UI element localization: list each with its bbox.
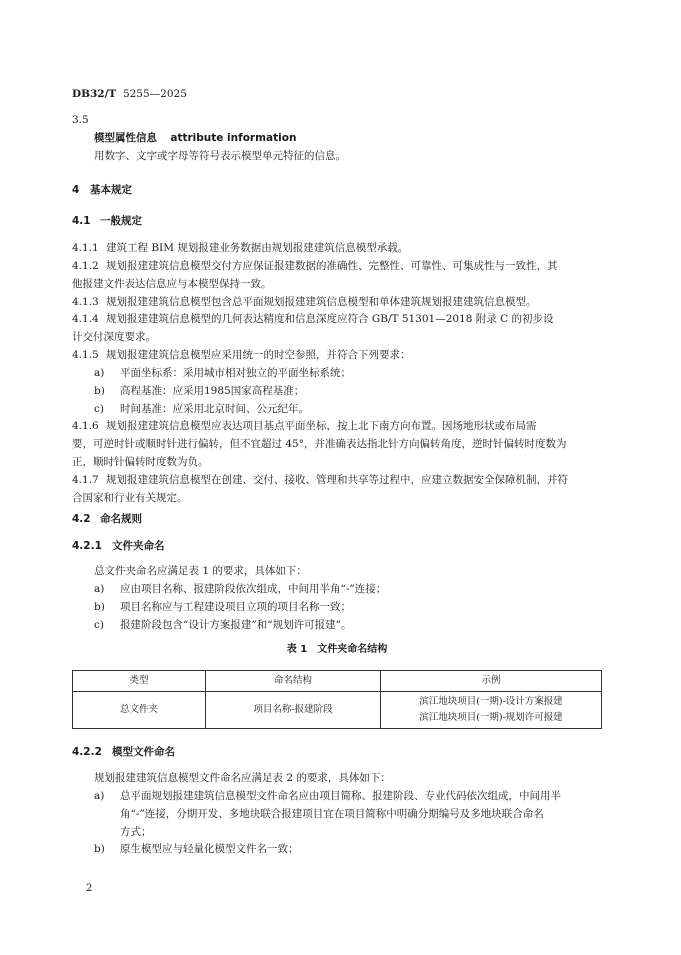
section-4-2-heading (72, 511, 602, 529)
clause-text: 规划报建建筑信息模型应采用统一的时空参照，并符合下列要求： (106, 349, 411, 362)
body-4-2-1 (72, 563, 602, 634)
section-4-2-2-heading (72, 744, 602, 762)
doc-number: 5255—2025 (122, 88, 187, 100)
section-4-1-heading (72, 213, 602, 231)
clause-number: 4.1.2 (72, 259, 99, 272)
clause-text-cont: 正，顺时针偏转时度数为负。 (72, 456, 209, 469)
clause-4-1-7 (72, 472, 602, 508)
clause-4-1-5 (72, 347, 602, 365)
table-cell-example (381, 692, 602, 729)
list-mark: a) (94, 789, 105, 802)
list-text: 时间基准：应采用北京时间、公元纪年。 (120, 402, 309, 415)
clause-number: 4.1.5 (72, 349, 99, 362)
section-4-heading (72, 182, 602, 200)
clauses-4-1 (72, 240, 602, 508)
list-text: 原生模型应与轻量化模型文件名一致； (120, 843, 299, 856)
list-item (72, 599, 602, 617)
term-line (72, 130, 602, 148)
list-text-cont: 角“-”连接，分期开发、多地块联合报建项目宜在项目简称中明确分期编号及多地块联合命名 (120, 807, 544, 820)
section-title: 文件夹命名 (112, 540, 165, 552)
section-number: 4 (72, 184, 80, 196)
clause-text: 建筑工程 BIM 规划报建业务数据由规划报建建筑信息模型承载。 (106, 242, 409, 254)
table-cell: 项目名称-报建阶段 (206, 692, 381, 729)
clause-number: 4.1.4 (72, 313, 99, 326)
list-mark: a) (94, 582, 105, 595)
clause-number: 4.1.6 (72, 420, 99, 433)
clause-number: 4.1.1 (72, 242, 99, 254)
list-text-cont: 方式； (120, 825, 152, 838)
list-item (72, 841, 602, 859)
list-item (72, 383, 602, 401)
clause-text-cont: 计交付深度要求。 (72, 331, 156, 344)
list-item (72, 581, 602, 599)
section-number: 4.2.2 (72, 746, 102, 758)
example-text: 滨江地块项目(一期)-规划许可报建 (419, 712, 563, 724)
table-header: 示例 (381, 671, 602, 692)
section-number: 4.1 (72, 215, 91, 227)
section-title: 一般规定 (100, 215, 142, 227)
list-text: 报建阶段包含“设计方案报建”和“规划许可报建”。 (120, 618, 352, 631)
clause-text: 规划报建建筑信息模型的几何表达精度和信息深度应符合 GB/T 51301—2018 附录 C 的初步设 (106, 313, 554, 326)
table-cell: 总文件夹 (73, 692, 206, 729)
list-item (72, 401, 602, 419)
list-mark: b) (94, 600, 105, 613)
list-text: 平面坐标系：采用城市相对独立的平面坐标系统； (120, 366, 351, 379)
list-mark: c) (94, 618, 104, 631)
clause-text-cont: 要，可逆时针或顺时针进行偏转，但不宜超过 45°，并准确表达指北针方向偏转角度，逆时针偏转时度数为 (72, 438, 567, 451)
clause-4-1-4 (72, 311, 602, 347)
section-title: 命名规则 (100, 513, 142, 525)
paragraph: 总文件夹命名应满足表 1 的要求，具体如下： (94, 565, 307, 577)
list-text: 总平面规划报建建筑信息模型文件命名应由项目简称、报建阶段、专业代码依次组成，中间用半 (120, 789, 561, 802)
list-text: 高程基准：应采用1985国家高程基准； (120, 384, 305, 397)
list-mark: c) (94, 402, 104, 415)
section-number: 4.2.1 (72, 540, 102, 552)
section-4-2-1-heading (72, 538, 602, 556)
list-text: 项目名称应与工程建设项目立项的项目名称一致； (120, 600, 351, 613)
list-text: 应由项目名称、报建阶段依次组成，中间用半角“-”连接； (120, 582, 387, 595)
example-text: 滨江地块项目(一期)-设计方案报建 (419, 696, 563, 708)
clause-text-cont: 合国家和行业有关规定。 (72, 491, 188, 504)
list-mark: b) (94, 843, 105, 856)
table-header-row (73, 671, 602, 692)
clause-4-1-1 (72, 240, 602, 258)
table-1-block (72, 641, 602, 729)
term-cn: 模型属性信息 (94, 131, 157, 144)
term-definition: 用数字、文字或字母等符号表示模型单元特征的信息。 (94, 149, 346, 162)
list-mark: a) (94, 366, 105, 379)
clause-4-1-3 (72, 294, 602, 312)
table-header: 命名结构 (206, 671, 381, 692)
clause-number: 4.1.3 (72, 295, 99, 308)
clause-text: 规划报建建筑信息模型应表达项目基点平面坐标，按上北下南方向布置。因场地形状或布局需 (106, 420, 537, 433)
list-item (72, 365, 602, 383)
clause-4-1-6 (72, 418, 602, 472)
list-mark: b) (94, 384, 105, 397)
clause-text: 规划报建建筑信息模型在创建、交付、接收、管理和共享等过程中，应建立数据安全保障机制，并符 (106, 473, 568, 486)
clause-text: 规划报建建筑信息模型交付方应保证报建数据的准确性、完整性、可靠性、可集成性与一致性，其 (106, 259, 558, 272)
list-item (72, 617, 602, 635)
section-title: 基本规定 (90, 184, 132, 196)
naming-table (72, 670, 602, 729)
table-header: 类型 (73, 671, 206, 692)
body-4-2-2 (72, 770, 602, 859)
doc-prefix: DB32/T (72, 88, 117, 100)
clause-text-cont: 他报建文件表达信息应与本模型保持一致。 (72, 277, 272, 290)
table-title: 表 1 文件夹命名结构 (286, 644, 388, 655)
section-3-5 (72, 112, 602, 166)
section-title: 模型文件命名 (112, 746, 175, 758)
clause-text: 规划报建建筑信息模型包含总平面规划报建建筑信息模型和单体建筑规划报建建筑信息模型。 (106, 295, 537, 308)
clause-4-1-2 (72, 258, 602, 294)
table-row (73, 692, 602, 729)
list-item (72, 788, 602, 842)
clause-number: 4.1.7 (72, 473, 99, 486)
section-number: 3.5 (72, 114, 89, 126)
section-number: 4.2 (72, 513, 91, 525)
page-number: 2 (86, 883, 93, 894)
paragraph: 规划报建建筑信息模型文件命名应满足表 2 的要求，具体如下： (94, 772, 391, 784)
doc-header (72, 86, 187, 104)
term-en: attribute information (170, 131, 297, 144)
